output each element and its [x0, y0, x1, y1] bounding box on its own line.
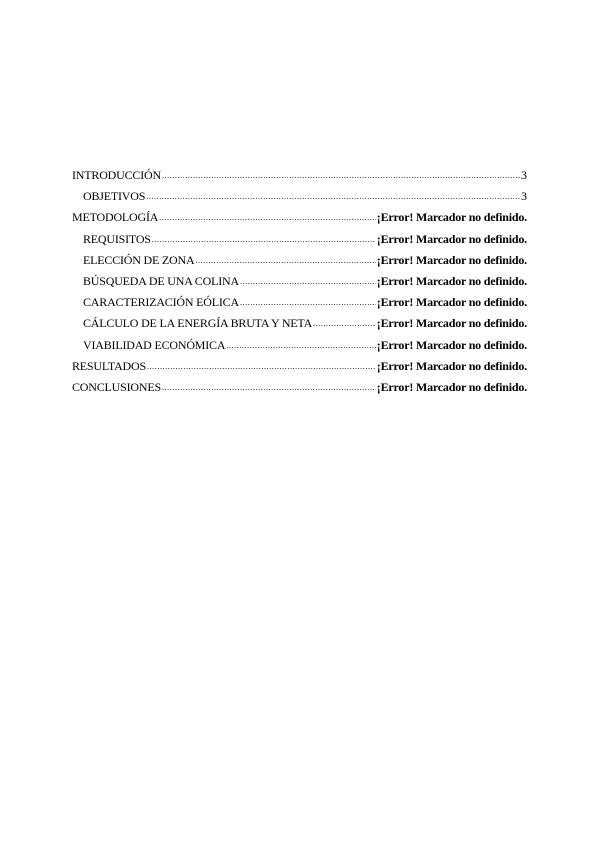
toc-dot-leader: [162, 165, 520, 186]
toc-dot-leader: [195, 250, 375, 271]
toc-dot-leader: [240, 292, 376, 313]
toc-entry-conclusiones[interactable]: [72, 377, 527, 398]
toc-dot-leader: [146, 186, 520, 207]
toc-page-error: ¡Error! Marcador no definido.: [376, 252, 527, 267]
toc-entry-title: REQUISITOS: [83, 231, 151, 246]
toc-entry-caracterizacion-eolica[interactable]: [72, 292, 527, 313]
toc-entry-requisitos[interactable]: [72, 229, 527, 250]
toc-page-error: ¡Error! Marcador no definido.: [376, 379, 527, 394]
toc-entry-title: RESULTADOS: [72, 358, 146, 373]
toc-dot-leader: [159, 207, 376, 228]
toc-page-error: ¡Error! Marcador no definido.: [376, 295, 527, 310]
toc-entry-calculo-energia[interactable]: [72, 313, 527, 334]
toc-page-number: 3: [521, 189, 527, 204]
toc-entry-title: INTRODUCCIÓN: [72, 168, 161, 182]
toc-entry-busqueda-de-una-colina[interactable]: [72, 271, 527, 292]
toc-page-number: 3: [521, 168, 527, 182]
toc-dot-leader: [152, 229, 376, 250]
toc-page-error: ¡Error! Marcador no definido.: [376, 337, 527, 352]
toc-entry-title: VIABILIDAD ECONÓMICA: [83, 337, 226, 352]
toc-page-error: ¡Error! Marcador no definido.: [376, 273, 527, 288]
toc-entry-resultados[interactable]: [72, 356, 527, 377]
toc-page-error: ¡Error! Marcador no definido.: [376, 316, 527, 331]
toc-dot-leader: [313, 313, 376, 334]
toc-dot-leader: [147, 356, 376, 377]
toc-page-error: ¡Error! Marcador no definido.: [376, 210, 527, 225]
toc-entry-title: CÁLCULO DE LA ENERGÍA BRUTA Y NETA: [83, 316, 313, 331]
toc-entry-eleccion-de-zona[interactable]: [72, 250, 527, 271]
toc-dot-leader: [162, 377, 376, 398]
toc-entry-viabilidad-economica[interactable]: [72, 335, 527, 356]
toc-entry-objetivos[interactable]: [72, 186, 527, 207]
toc-page-error: ¡Error! Marcador no definido.: [376, 231, 527, 246]
toc-entry-title: OBJETIVOS: [83, 189, 146, 204]
table-of-contents: [72, 165, 527, 398]
toc-entry-title: CONCLUSIONES: [72, 379, 161, 394]
toc-entry-title: BÚSQUEDA DE UNA COLINA: [83, 273, 239, 288]
toc-entry-metodologia[interactable]: [72, 207, 527, 228]
toc-entry-introduccion[interactable]: [72, 165, 527, 186]
toc-dot-leader: [226, 335, 375, 356]
toc-entry-title: CARACTERIZACIÓN EÓLICA: [83, 295, 239, 310]
toc-page-error: ¡Error! Marcador no definido.: [376, 358, 527, 373]
toc-dot-leader: [240, 271, 376, 292]
toc-entry-title: ELECCIÓN DE ZONA: [83, 252, 195, 267]
toc-entry-title: METODOLOGÍA: [72, 210, 159, 225]
